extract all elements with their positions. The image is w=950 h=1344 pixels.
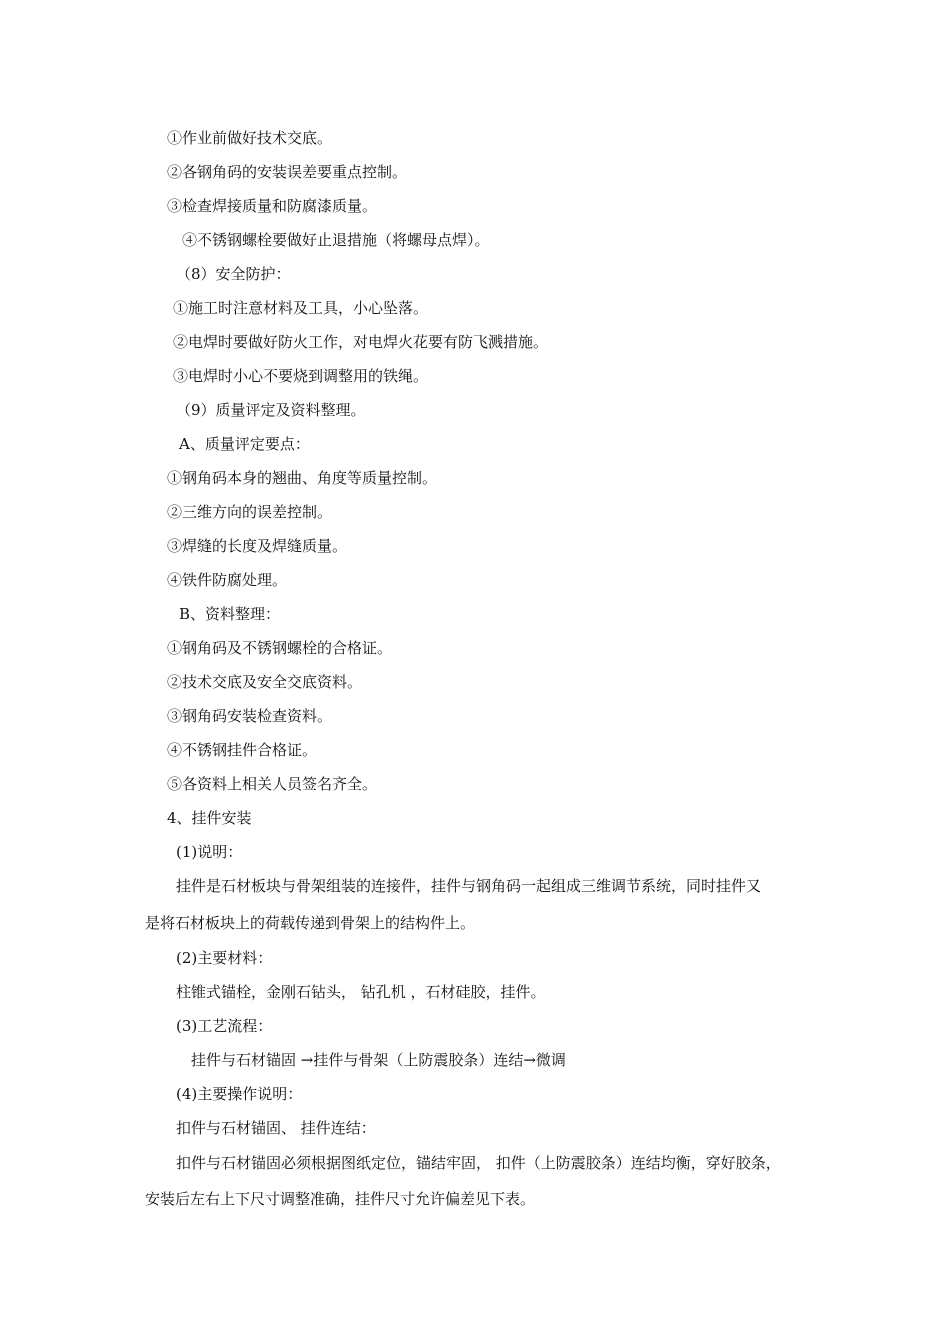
subsection-heading: B、资料整理： xyxy=(179,605,281,623)
text-line: ⑤各资料上相关人员签名齐全。 xyxy=(167,775,378,793)
section-heading: （8）安全防护： xyxy=(176,265,291,283)
subsection-heading: (1)说明： xyxy=(176,843,243,861)
text-line: ③钢角码安装检查资料。 xyxy=(167,707,333,725)
text-line: ①钢角码及不锈钢螺栓的合格证。 xyxy=(167,639,393,657)
paragraph-line: 安装后左右上下尺寸调整准确，挂件尺寸允许偏差见下表。 xyxy=(145,1190,536,1208)
text-line: ①钢角码本身的翘曲、角度等质量控制。 xyxy=(167,469,438,487)
subsection-heading: (3)工艺流程： xyxy=(176,1017,273,1035)
process-flow-line: 挂件与石材锚固 →挂件与骨架（上防震胶条）连结→微调 xyxy=(191,1051,566,1069)
paragraph-line: 扣件与石材锚固、 挂件连结： xyxy=(176,1119,376,1137)
paragraph-line: 是将石材板块上的荷载传递到骨架上的结构件上。 xyxy=(145,914,476,932)
subsection-heading: A、质量评定要点： xyxy=(179,435,310,453)
text-line: ④不锈钢螺栓要做好止退措施（将螺母点焊）。 xyxy=(182,231,490,249)
paragraph-line: 扣件与石材锚固必须根据图纸定位，锚结牢固， 扣件（上防震胶条）连结均衡，穿好胶条， xyxy=(176,1154,781,1172)
subsection-heading: (2)主要材料： xyxy=(176,949,273,967)
paragraph-line: 柱锥式锚栓，金刚石钻头， 钻孔机 ，石材硅胶，挂件。 xyxy=(176,983,546,1001)
text-line: ③电焊时小心不要烧到调整用的铁绳。 xyxy=(173,367,429,385)
text-line: ③检查焊接质量和防腐漆质量。 xyxy=(167,197,378,215)
text-line: ②电焊时要做好防火工作，对电焊火花要有防飞溅措施。 xyxy=(173,333,549,351)
text-line: ②三维方向的误差控制。 xyxy=(167,503,333,521)
section-heading: 4、挂件安装 xyxy=(167,809,252,827)
text-line: ①施工时注意材料及工具，小心坠落。 xyxy=(173,299,429,317)
text-line: ③焊缝的长度及焊缝质量。 xyxy=(167,537,348,555)
text-line: ①作业前做好技术交底。 xyxy=(167,129,333,147)
section-heading: （9）质量评定及资料整理。 xyxy=(176,401,366,419)
text-line: ②技术交底及安全交底资料。 xyxy=(167,673,363,691)
text-line: ②各钢角码的安装误差要重点控制。 xyxy=(167,163,408,181)
text-line: ④不锈钢挂件合格证。 xyxy=(167,741,318,759)
subsection-heading: (4)主要操作说明： xyxy=(176,1085,303,1103)
paragraph-line: 挂件是石材板块与骨架组装的连接件，挂件与钢角码一起组成三维调节系统，同时挂件又 xyxy=(176,877,762,895)
text-line: ④铁件防腐处理。 xyxy=(167,571,288,589)
